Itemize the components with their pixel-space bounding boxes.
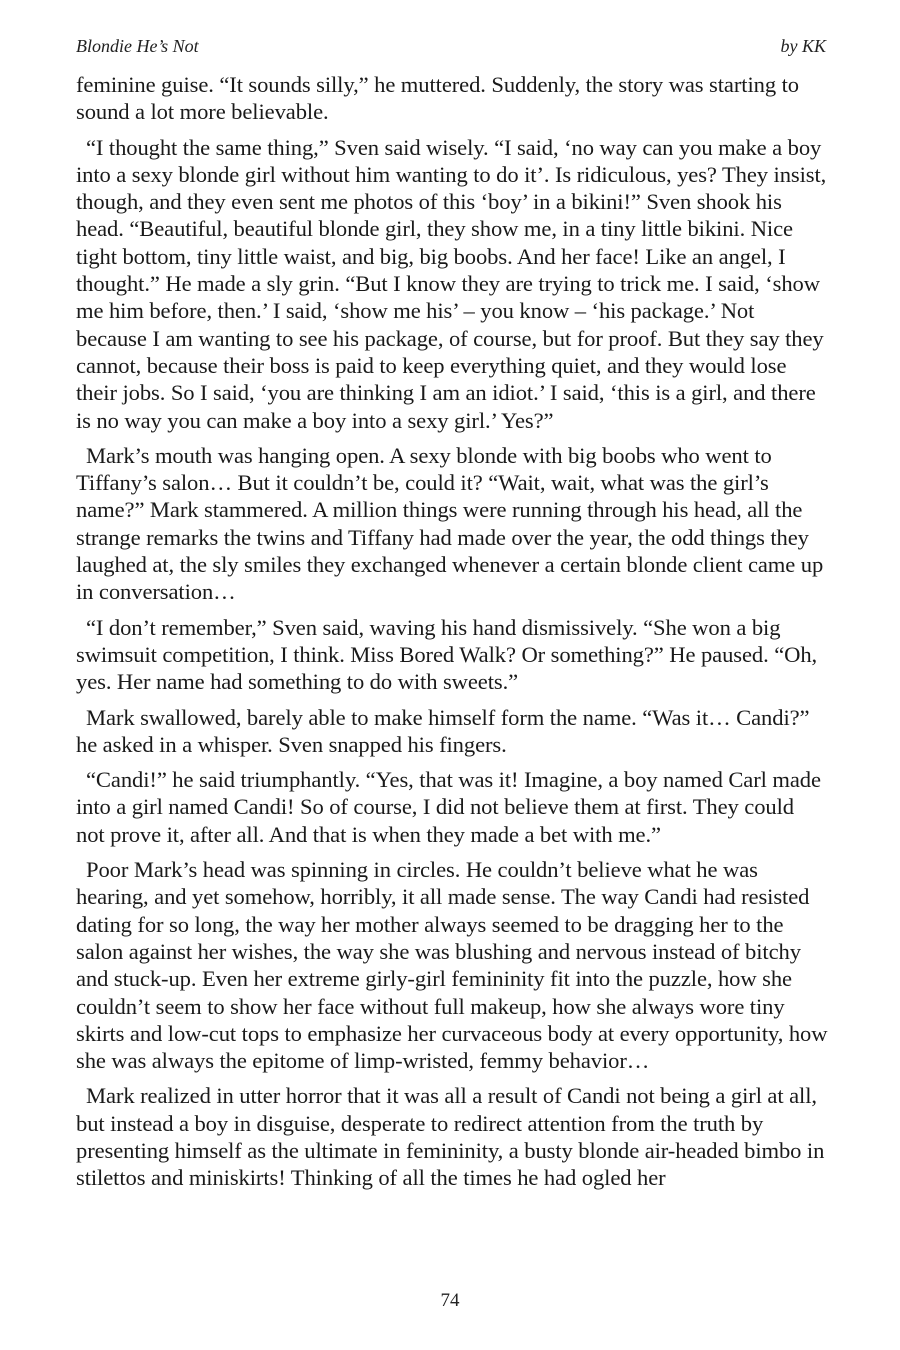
paragraph: Mark swallowed, barely able to make himself form the name. “Was it… Candi?” he asked in a whisper. Sven snapped his fingers.	[76, 704, 810, 757]
body-text	[76, 71, 828, 1200]
paragraph: “I thought the same thing,” Sven said wisely. “I said, ‘no way can you make a boy into a sexy blonde girl without him wanting to do it’. Is ridiculous, yes? They insist, though, and they even sent me photos of this ‘boy’ in a bikini!” Sven shook his head. “Beautiful, beautiful blonde girl, they show me, in a tiny little bikini. Nice tight bottom, tiny little waist, and big, big boobs. And her face! Like an angel, I thought.” He made a sly grin. “But I know they are trying to trick me. I said, ‘show me him before, then.’ I said, ‘show me his’ – you know – ‘his package.’ Not because I am wanting to see his package, of course, but for proof. But they say they cannot, because their boss is paid to keep everything quiet, and they would lose their jobs. So I said, ‘you are thinking I am an idiot.’ I said, ‘this is a girl, and there is no way you can make a boy into a sexy girl.’ Yes?”	[76, 134, 827, 433]
paragraph: “I don’t remember,” Sven said, waving his hand dismissively. “She won a big swimsuit competition, I think. Miss Bored Walk? Or something?” He paused. “Oh, yes. Her name had something to do with sweets.”	[76, 614, 818, 695]
paragraph: Poor Mark’s head was spinning in circles. He couldn’t believe what he was hearing, and yet somehow, horribly, it all made sense. The way Candi had resisted dating for so long, the way her mother always seemed to be dragging her to the salon against her wishes, the way she was blushing and nervous instead of bitchy and stuck-up. Even her extreme girly-girl femininity fit into the puzzle, how she couldn’t seem to show her face without full makeup, how she always wore tiny skirts and low-cut tops to emphasize her curvaceous body at every opportunity, how she was always the epitome of limp-wristed, femmy behavior…	[76, 857, 828, 1074]
paragraph: Mark realized in utter horror that it was all a result of Candi not being a girl at all, but instead a boy in disguise, desperate to redirect attention from the truth by presenting himself as the ultimate in femininity, a busty blonde air-headed bimbo in stilettos and miniskirts! Thinking of all the times he had ogled her	[76, 1083, 825, 1191]
running-header	[76, 36, 826, 57]
header-book-title: Blondie He’s Not	[76, 36, 199, 56]
header-author: by KK	[780, 36, 826, 56]
paragraph: Mark’s mouth was hanging open. A sexy blonde with big boobs who went to Tiffany’s salon… But it couldn’t be, could it? “Wait, wait, what was the girl’s name?” Mark stammered. A million things were running through his head, all the strange remarks the twins and Tiffany had made over the year, the odd things they laughed at, the sly smiles they exchanged whenever a certain blonde client came up in conversation…	[76, 442, 824, 605]
paragraph: “Candi!” he said triumphantly. “Yes, that was it! Imagine, a boy named Carl made into a girl named Candi! So of course, I did not believe them at first. They could not prove it, after all. And that is when they made a bet with me.”	[76, 767, 821, 847]
page-number: 74	[440, 1290, 460, 1311]
paragraph: feminine guise. “It sounds silly,” he muttered. Suddenly, the story was starting to sound a lot more believable.	[76, 72, 799, 125]
